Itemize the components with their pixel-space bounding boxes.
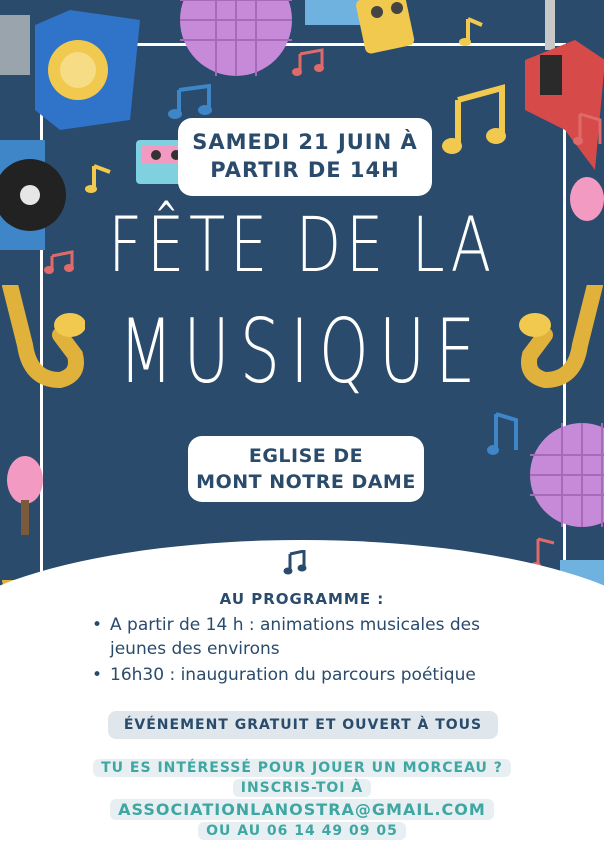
venue-line-2: MONT NOTRE DAME — [196, 471, 416, 493]
music-note-icon — [440, 80, 510, 155]
contact-line-1: TU ES INTÉRESSÉ POUR JOUER UN MORCEAU ? — [93, 759, 511, 777]
maracas-icon — [0, 455, 50, 535]
contact-email[interactable]: ASSOCIATIONLANOSTRA@GMAIL.COM — [110, 799, 494, 820]
saxophone-icon — [515, 285, 604, 395]
disco-ball-icon — [527, 420, 604, 530]
free-event-badge: ÉVÉNEMENT GRATUIT ET OUVERT À TOUS — [108, 711, 498, 739]
music-note-icon — [165, 82, 215, 122]
music-note-icon — [458, 15, 488, 49]
contact-line-2: INSCRIS-TOI À — [233, 779, 371, 797]
venue-line-1: EGLISE DE — [248, 445, 364, 467]
programme-heading: AU PROGRAMME : — [219, 590, 385, 608]
title-line-2: MUSIQUE — [118, 300, 486, 403]
contact-phone[interactable]: OU AU 06 14 49 09 05 — [198, 822, 406, 840]
list-item: • 16h30 : inauguration du parcours poétique — [92, 663, 532, 687]
list-item: • A partir de 14 h : animations musicales des jeunes des environs — [92, 613, 532, 661]
music-note-icon — [84, 162, 118, 196]
music-note-icon — [486, 410, 522, 460]
venue-badge — [188, 436, 424, 502]
date-badge — [178, 118, 432, 196]
title-line-1: FÊTE DE LA — [108, 200, 496, 289]
programme-list — [92, 613, 532, 689]
maracas-icon — [565, 175, 604, 245]
spotlight-icon — [0, 0, 150, 140]
music-note-icon — [290, 48, 326, 78]
vinyl-icon — [0, 140, 75, 250]
disco-ball-icon — [176, 0, 296, 80]
saxophone-icon — [0, 285, 85, 395]
date-line-1: SAMEDI 21 JUIN À — [192, 130, 418, 154]
music-note-icon — [572, 110, 604, 150]
date-line-2: PARTIR DE 14H — [210, 158, 400, 182]
contact-block — [0, 758, 604, 841]
music-note-icon — [283, 550, 307, 576]
